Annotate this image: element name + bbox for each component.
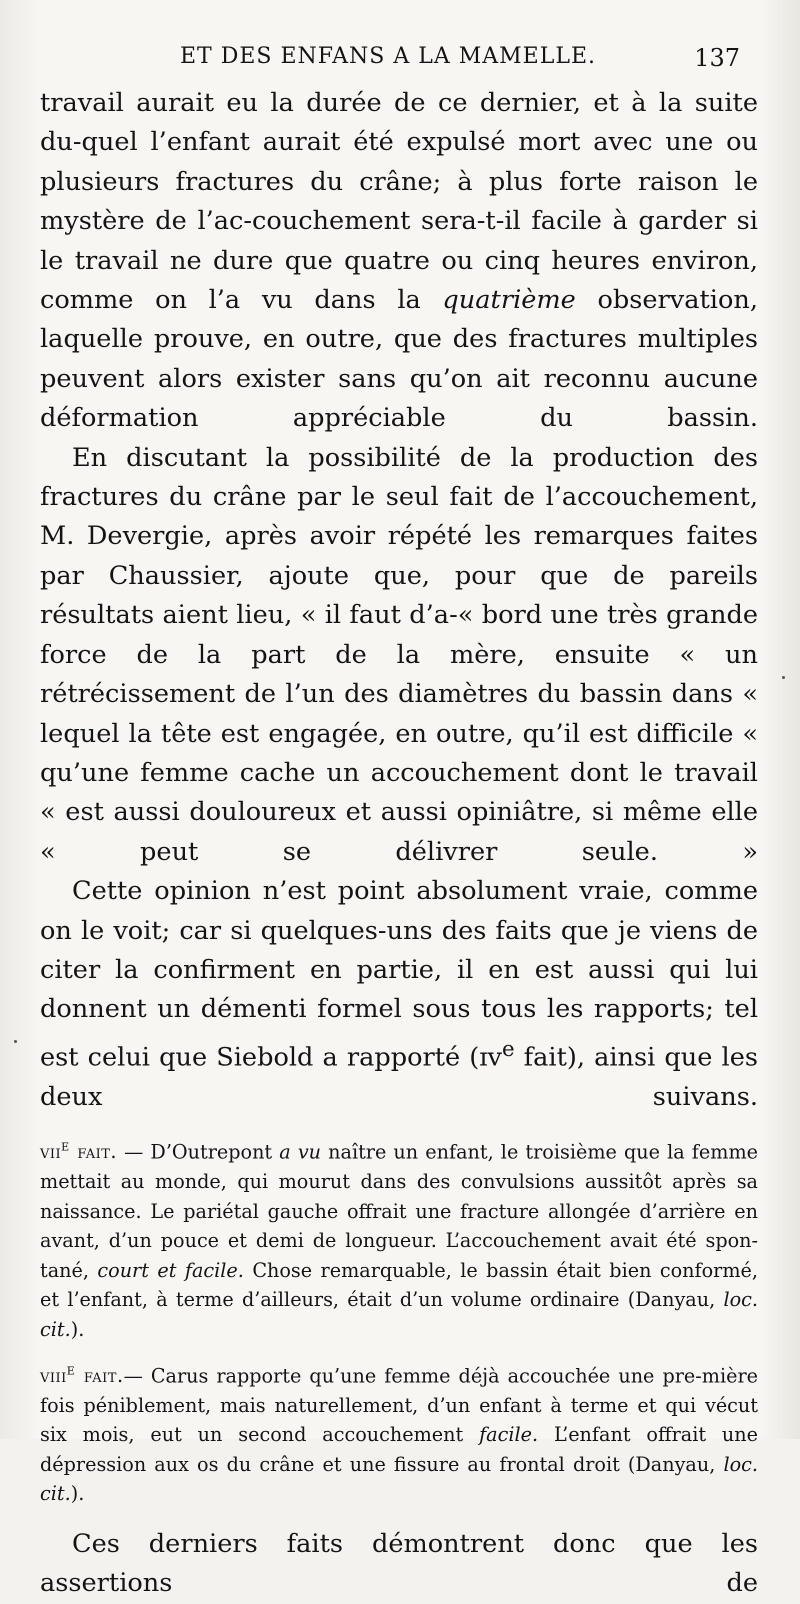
note-segment: — Carus rapporte qu’une femme déjà accouchée une pre-mière fois péniblement, mais naturellement, d’un enfant à terme et qui vécut six mois, eut un second accouchement (40, 1364, 758, 1447)
note-segment: L’enfant offrait une dépression aux os du crâne et une fissure au frontal droit (Danyau, (40, 1423, 758, 1476)
running-title: ET DES ENFANS A LA MAMELLE. (180, 44, 596, 69)
note-segment: a vu (279, 1140, 322, 1164)
paragraph-segment: travail aurait eu la durée de ce dernier, et à la suite du-quel l’enfant aurait été expulsé mort avec une ou plusieurs fractures du crâne; à plus forte raison le mystère de l’ac-couchement sera-t-il facile à garder si le travail ne dure que quatre ou cinq heures environ, comme on l’a vu dans la (40, 88, 758, 316)
note-fait-8 (40, 1355, 758, 1509)
note-segment: Chose remarquable, le bassin était bien conformé, et l’enfant, à terme d’ailleurs, était d’un volume ordinaire (Danyau, (40, 1258, 758, 1312)
paragraph-segment: quatrième (442, 285, 576, 316)
paragraph-segment: fait), ainsi que les deux suivans. (40, 1042, 758, 1112)
note-label: vii$^e$ fait. (40, 1136, 118, 1164)
paragraph-segment: observation, laquelle prouve, en outre, que des fractures multiples peuvent alors exister sans qu’on ait reconnu aucune déformation appréciable du bassin. (40, 285, 758, 434)
note-label: viii$^e$ fait. (40, 1359, 124, 1388)
paragraph-segment: Cette opinion n’est point absolument vraie, comme on le voit; car si quelques-uns des faits que je viens de citer la confirment en partie, il en est aussi qui lui donnent un démenti formel sous tous les rapports; tel est celui que Siebold a rapporté (ɪᴠ (40, 876, 758, 1073)
closing-paragraph: Ces derniers faits démontrent donc que les assertions de (40, 1529, 758, 1599)
page-header (40, 38, 750, 78)
paragraph-segment: e (501, 1036, 515, 1062)
paragraph-1 (40, 84, 758, 439)
note-segment: naître un enfant, le troisième que la femme mettait au monde, qui mourut dans des convulsions aussitôt après sa naissance. Le pariétal gauche offrait une fracture allongée d’arrière en avant, d’un pouce et demi de longueur. L’accouchement avait été spon-tané, (40, 1140, 758, 1282)
footnotes (40, 1131, 758, 1509)
page-number: 137 (694, 44, 740, 72)
note-segment: ). (70, 1318, 85, 1342)
note-segment: ). (70, 1482, 85, 1506)
note-segment: loc. cit. (40, 1288, 758, 1342)
note-segment: loc. cit. (40, 1452, 758, 1506)
note-fait-7 (40, 1131, 758, 1345)
note-segment: facile. (479, 1423, 539, 1447)
paper-speck (782, 676, 785, 679)
paragraph-3 (40, 872, 758, 1117)
paragraph-segment: En discutant la possibilité de la production des fractures du crâne par le seul fait de l’accouchement, M. Devergie, après avoir répété les remarques faites par Chaussier, ajoute que, pour que de pareils résultats aient lieu, « il faut d’a-« bord une très grande force de la part de la mère, ensuite « un rétrécissement de l’un des diamètres du bassin dans « lequel la tête est engagée, en outre, qu’il est difficile « qu’une femme cache un accouchement dont le travail « est aussi douloureux et aussi opiniâtre, si même elle « peut se délivrer seule. » (40, 442, 758, 867)
note-segment: — D’Outrepont (117, 1140, 280, 1164)
paragraph-2 (40, 439, 758, 872)
page-body (40, 84, 758, 1604)
note-segment: court et facile. (97, 1258, 244, 1282)
paper-speck (14, 1040, 17, 1043)
